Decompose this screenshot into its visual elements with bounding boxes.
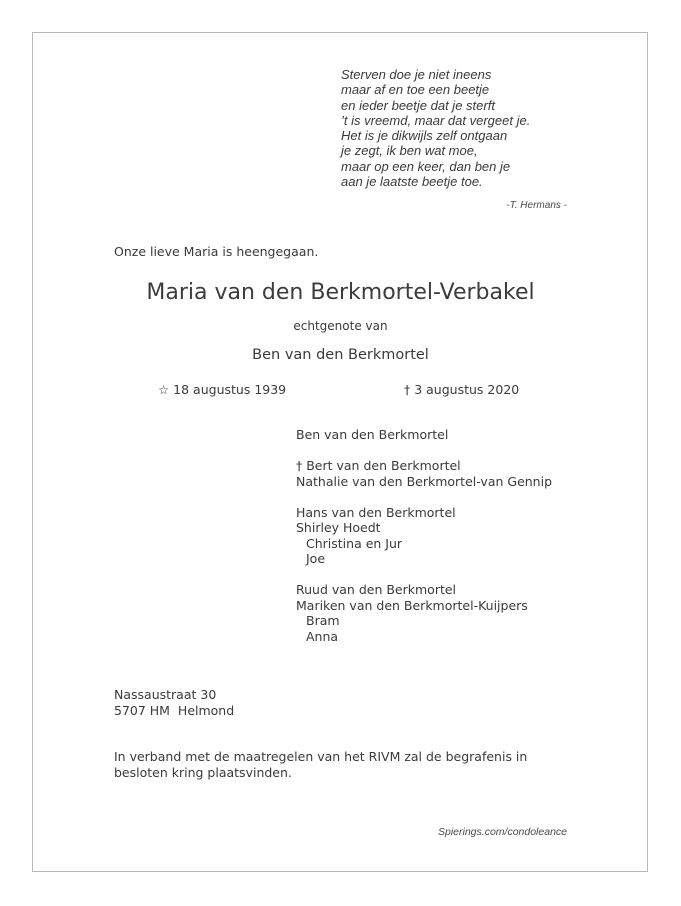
grandchild-name: Anna	[306, 628, 339, 644]
poem-line: maar af en toe een beetje	[341, 82, 490, 98]
address	[114, 687, 234, 718]
family-member-name: † Bert van den Berkmortel	[296, 458, 461, 473]
condolence-link[interactable]: Spierings.com/condoleance	[438, 826, 567, 838]
notice-line: In verband met de maatregelen van het RIVM zal de begrafenis in	[114, 749, 528, 764]
poem-line: Het is je dikwijls zelf ontgaan	[341, 128, 508, 144]
relation-text: echtgenote van	[293, 319, 388, 333]
family-list	[296, 427, 552, 660]
poem-line: en ieder beetje dat je sterft	[341, 97, 495, 113]
notice-line: besloten kring plaatsvinden.	[114, 764, 292, 780]
poem-line: Sterven doe je niet ineens	[341, 67, 492, 82]
spouse-name: Ben van den Berkmortel	[252, 347, 429, 363]
family-group	[296, 582, 552, 644]
poem-line: je zegt, ik ben wat moe,	[341, 143, 478, 159]
family-group	[296, 427, 552, 443]
address-city: 5707 HM Helmond	[114, 702, 235, 718]
family-member-name: Shirley Hoedt	[296, 520, 381, 535]
poem-author: -T. Hermans -	[506, 200, 567, 211]
address-street: Nassaustraat 30	[114, 687, 217, 702]
poem-line: aan je laatste beetje toe.	[341, 174, 483, 190]
intro-text: Onze lieve Maria is heengegaan.	[114, 244, 319, 259]
family-member-name: Nathalie van den Berkmortel-van Gennip	[296, 473, 553, 489]
death-date: † 3 augustus 2020	[404, 382, 520, 397]
grandchild-name: Christina en Jur	[306, 535, 403, 551]
poem-line: ’t is vreemd, maar dat vergeet je.	[341, 112, 531, 128]
family-group	[296, 505, 552, 567]
family-member-name: Hans van den Berkmortel	[296, 504, 456, 520]
family-group	[296, 458, 552, 489]
family-member-name: Ben van den Berkmortel	[296, 427, 449, 442]
grandchild-name: Bram	[306, 613, 340, 628]
poem-line: maar op een keer, dan ben je	[341, 158, 511, 174]
funeral-notice	[114, 749, 564, 780]
grandchild-name: Joe	[306, 551, 326, 566]
family-member-name: Mariken van den Berkmortel-Kuijpers	[296, 597, 528, 613]
poem	[341, 67, 581, 189]
deceased-name: Maria van den Berkmortel-Verbakel	[146, 280, 535, 305]
family-member-name: Ruud van den Berkmortel	[296, 582, 457, 597]
birth-date: ☆ 18 augustus 1939	[158, 382, 287, 397]
